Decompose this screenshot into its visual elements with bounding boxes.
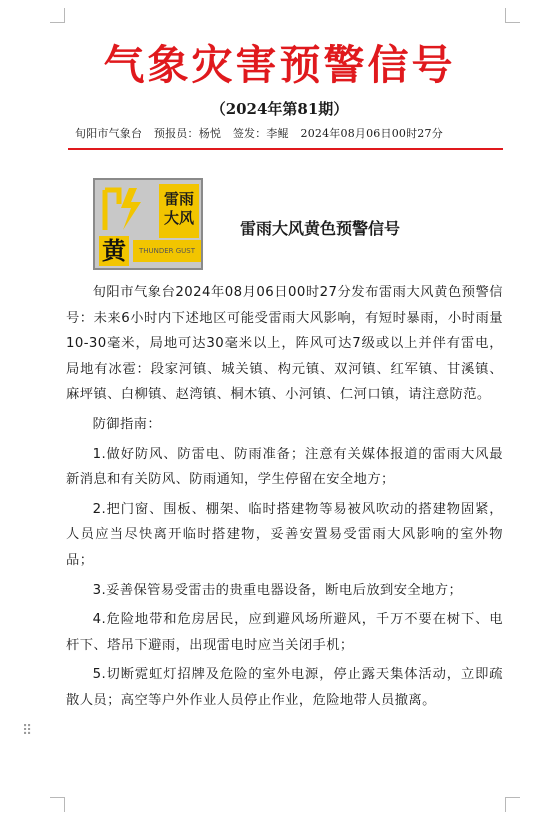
meta-signer: 签发：李鲲 (232, 127, 289, 140)
issue-number: （2024年第81期） (210, 100, 349, 118)
signal-level-char: 黄 (99, 236, 129, 266)
signal-title: 雷雨大风黄色预警信号 (240, 219, 401, 238)
guide-item-2: 2.把门窗、围板、棚架、临时搭建物等易被风吹动的搭建物固紧，人员应当尽快离开临时搭建物，妥善安置易受雷雨大风影响的室外物品； (66, 501, 503, 568)
meta-station: 旬阳市气象台 (75, 127, 143, 140)
meta-time: 2024年08月06日00时27分 (300, 127, 443, 140)
signal-english-label: THUNDER GUST (133, 240, 201, 262)
guide-item-1: 1.做好防风、防雷电、防雨准备；注意有关媒体报道的雷雨大风最新消息和有关防风、防雨通知，学生停留在安全地方； (66, 446, 503, 488)
intro-paragraph: 旬阳市气象台2024年08月06日00时27分发布雷雨大风黄色预警信号：未来6小时内下述地区可能受雷雨大风影响，有短时暴雨，小时雨量10-30毫米，局地可达30毫米以上，阵风可达7级或以上并伴有雷电，局地有冰雹：段家河镇、城关镇、构元镇、双河镇、红军镇、甘溪镇、麻坪镇、白柳镇、赵湾镇、桐木镇、小河镇、仁河口镇，请注意防范。 (66, 285, 503, 403)
document-body (66, 280, 503, 718)
guide-heading: 防御指南： (92, 416, 162, 432)
crop-mark-bottom-right (505, 797, 520, 812)
document-meta (75, 125, 505, 141)
document-title: 气象灾害预警信号 (103, 41, 456, 89)
crop-mark-bottom-left (50, 797, 65, 812)
header-divider (68, 148, 503, 150)
warning-signal-icon (93, 178, 203, 270)
guide-item-5: 5.切断霓虹灯招牌及危险的室外电源，停止露天集体活动，立即疏散人员；高空等户外作业人员停止作业，危险地带人员撤离。 (66, 667, 503, 708)
meta-reporter: 预报员：杨悦 (153, 127, 222, 140)
lightning-wind-icon (99, 184, 155, 234)
guide-item-4: 4.危险地带和危房居民，应到避风场所避风，千万不要在树下、电杆下、塔吊下避雨，出现雷电时应当关闭手机； (66, 612, 503, 653)
drag-handle-icon[interactable]: ⠿ (22, 723, 33, 739)
crop-mark-top-left (50, 8, 65, 23)
signal-type-label: 雷雨 大风 (159, 184, 199, 238)
guide-item-3: 3.妥善保管易受雷击的贵重电器设备，断电后放到安全地方； (92, 582, 463, 598)
crop-mark-top-right (505, 8, 520, 23)
